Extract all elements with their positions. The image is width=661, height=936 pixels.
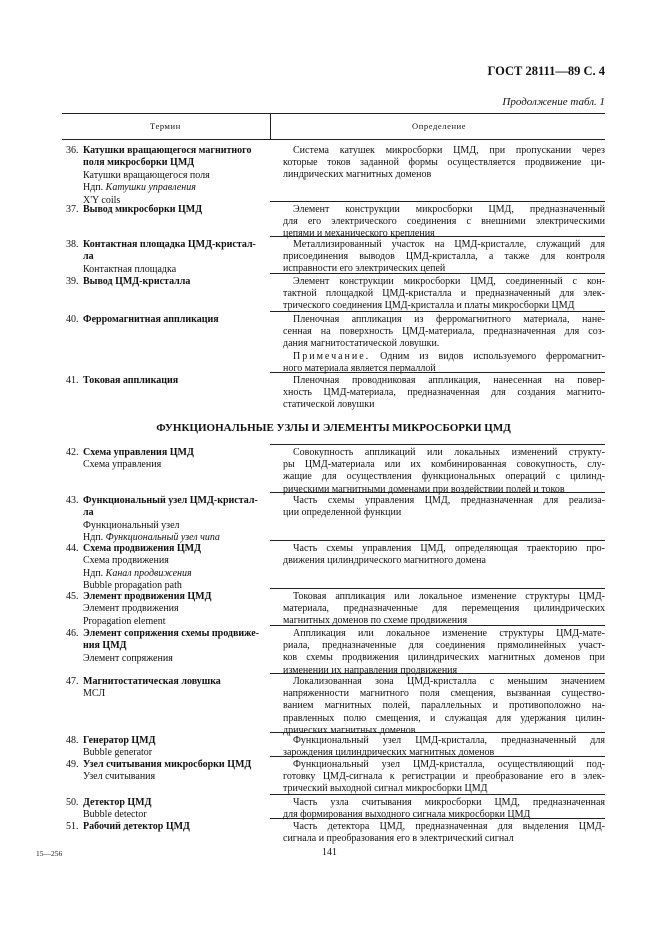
term-line [66, 314, 271, 326]
term-number: 40. [66, 314, 79, 325]
definition-line: дрических магнитных доменов [283, 724, 416, 736]
definition-line: сигнала и преобразования его в электрический сигнал [283, 833, 514, 845]
term-number: 38. [66, 239, 79, 250]
definition-line: зарождения цилиндрических магнитных доменов [283, 747, 495, 759]
definition-line: Металлизированный участок на ЦМД-кристалле, служащий для [293, 239, 605, 250]
row-separator [270, 311, 605, 312]
term-number: 43. [66, 495, 79, 506]
term-line [66, 676, 271, 688]
term-english: X'Y coils [83, 194, 121, 206]
term-cell [66, 543, 271, 593]
definition-line: ванием магнитных полей, параллельных и противоположно на- [283, 700, 605, 712]
definition-line: для его электрического соединения с внешними электрическими [283, 216, 605, 228]
term-title: Вывод ЦМД-кристалла [83, 276, 191, 287]
term-number: 41. [66, 375, 79, 386]
definition-line: Пленочная проводниковая аппликация, нанесенная на повер- [293, 375, 605, 386]
term-title: ла [83, 251, 94, 263]
definition-line: Часть схемы управления ЦМД, предназначенная для реализа- [293, 495, 605, 506]
definition-line: дания магнитостатической ловушки. [283, 338, 440, 350]
definition-line: трический выходной сигнал микросборки ЦМД [283, 783, 488, 795]
term-short-form: Контактная площадка [83, 263, 177, 275]
row-separator [270, 625, 605, 626]
definition-cell [283, 676, 605, 737]
definition-cell [283, 276, 605, 313]
term-number: 36. [66, 145, 79, 156]
term-cell [66, 276, 271, 288]
deprecated-label: Ндп. [83, 567, 106, 579]
definition-line: Локализованная зона ЦМД-кристалла с меньшим значением [293, 676, 605, 687]
note-line [283, 351, 605, 363]
term-short-form: Схема управления [83, 459, 162, 471]
definition-line: Токовая аппликация или локальное изменение структуры ЦМД- [293, 591, 605, 602]
term-cell [66, 676, 271, 701]
definition-line: рическими магнитными доменами при воздействии полей и токов [283, 483, 565, 495]
definition-line: Элемент конструкции микросборки ЦМД, предназначенный [293, 204, 605, 215]
note-label: Примечание. [293, 350, 371, 362]
definition-line: трического соединения ЦМД-кристалла и платы микросборки ЦМД [283, 300, 575, 312]
term-line [66, 375, 271, 387]
term-title: Элемент продвижения ЦМД [83, 591, 212, 602]
term-cell [66, 495, 271, 545]
table-top-rule [62, 113, 605, 114]
row-separator [270, 588, 605, 589]
page-header-title: ГОСТ 28111—89 С. 4 [487, 64, 605, 78]
definition-line: материала, предназначенные для перемещения цилиндрических [283, 603, 605, 615]
term-deprecated [66, 182, 271, 194]
table-header-bottom-rule [62, 139, 605, 140]
row-separator [270, 492, 605, 493]
definition-line: статической ловушки [283, 399, 375, 411]
term-english: Bubble generator [83, 747, 153, 759]
term-title: Токовая аппликация [83, 375, 179, 386]
term-number: 45. [66, 591, 79, 602]
definition-cell [283, 145, 605, 182]
row-separator [270, 818, 605, 819]
term-cell [66, 375, 271, 387]
definition-cell [283, 447, 605, 496]
term-cell [66, 314, 271, 326]
term-short-form: Схема продвижения [83, 555, 169, 567]
term-short-form: Катушки вращающегося поля [83, 169, 210, 181]
term-title: Схема продвижения ЦМД [83, 543, 201, 554]
row-separator [270, 236, 605, 237]
term-title: Катушки вращающегося магнитного [83, 145, 252, 156]
term-title: Элемент сопряжения схемы продвиже- [83, 628, 260, 639]
table-continuation-label: Продолжение табл. 1 [502, 96, 605, 108]
row-separator [270, 794, 605, 795]
definition-line: Элемент конструкции микросборки ЦМД, соединенный с кон- [293, 276, 605, 287]
term-short-form: Функциональный узел [83, 519, 180, 531]
column-header-term: Термин [150, 121, 181, 131]
term-line [66, 821, 271, 833]
row-separator [270, 273, 605, 274]
term-title: Магнитостатическая ловушка [83, 676, 221, 687]
term-title: ния ЦМД [83, 640, 127, 652]
row-separator [270, 756, 605, 757]
term-cell [66, 204, 271, 216]
term-line [66, 591, 271, 603]
term-cell [66, 628, 271, 665]
definition-line: ры ЦМД-материала или их комбинированная совокупность, слу- [283, 459, 605, 471]
definition-line: ции определенной функции [283, 507, 402, 519]
definition-line: присоединения выводов ЦМД-кристалла, а также для контроля [283, 251, 605, 263]
definition-line: которые токов заданной формы осуществляется продвижение ци- [283, 157, 605, 169]
definition-cell [283, 543, 605, 567]
definition-line: движения цилиндрического магнитного домена [283, 555, 486, 567]
term-cell [66, 145, 271, 207]
term-title: Функциональный узел ЦМД-кристал- [83, 495, 258, 506]
term-cell [66, 797, 271, 822]
note-text: Одним из видов используемого ферромагнит- [380, 350, 605, 362]
term-number: 42. [66, 447, 79, 458]
term-number: 37. [66, 204, 79, 215]
row-separator [270, 372, 605, 373]
term-number: 49. [66, 759, 79, 770]
term-line [66, 204, 271, 216]
definition-line: Аппликация или локальное изменение структуры ЦМД-мате- [293, 628, 605, 639]
definition-cell [283, 314, 605, 375]
note-line: ного материала является пермаллой [283, 362, 436, 374]
definition-line: линдрических магнитных доменов [283, 169, 432, 181]
term-cell [66, 735, 271, 760]
definition-line: цепями и механического крепления [283, 228, 435, 240]
definition-line: Система катушек микросборки ЦМД, при пропускании через [293, 145, 605, 156]
term-number: 39. [66, 276, 79, 287]
definition-line: Часть схемы управления ЦМД, определяющая траекторию про- [293, 543, 605, 554]
term-line [66, 543, 271, 555]
term-line [66, 276, 271, 288]
term-line [66, 239, 271, 251]
term-line [66, 507, 271, 519]
term-cell [66, 759, 271, 784]
term-title: поля микросборки ЦМД [83, 157, 195, 169]
term-line [66, 759, 271, 771]
definition-line: готовку ЦМД-сигнала к регистрации и преобразование его в элек- [283, 771, 605, 783]
table-header-divider [270, 113, 271, 139]
term-line [66, 495, 271, 507]
term-title: Схема управления ЦМД [83, 447, 194, 458]
term-line [66, 628, 271, 640]
definition-line: жащие для осуществления функциональных операций с цилинд- [283, 471, 605, 483]
term-line [66, 251, 271, 263]
definition-cell [283, 591, 605, 628]
term-short-form: МСЛ [83, 688, 106, 700]
term-title: Рабочий детектор ЦМД [83, 821, 190, 832]
column-header-definition: Определение [412, 121, 467, 131]
definition-cell [283, 821, 605, 845]
term-number: 51. [66, 821, 79, 832]
definition-line: риала, предназначенные для соединения прямолинейных участ- [283, 640, 605, 652]
definition-line: исправности его электрических цепей [283, 263, 446, 275]
row-separator [270, 673, 605, 674]
term-cell [66, 447, 271, 472]
definition-line: правленных полю смещения, и служащая для удержания цилин- [283, 712, 605, 724]
definition-line: Часть детектора ЦМД, предназначенная для выделения ЦМД- [293, 821, 605, 832]
definition-line: Функциональный узел ЦМД-кристалла, осуществляющий под- [293, 759, 605, 770]
row-separator [270, 444, 605, 445]
deprecated-term: Катушки управления [105, 182, 196, 194]
definition-line: Часть узла считывания микросборки ЦМД, предназначенная [293, 797, 605, 808]
term-short-form: Элемент сопряжения [83, 652, 173, 664]
term-cell [66, 239, 271, 276]
term-english: Bubble detector [83, 809, 147, 821]
deprecated-term: Канал продвижения [105, 567, 192, 579]
term-short-form: Узел считывания [83, 771, 156, 783]
term-number: 50. [66, 797, 79, 808]
row-separator [270, 540, 605, 541]
term-deprecated [66, 568, 271, 580]
definition-cell [283, 495, 605, 519]
definition-cell [283, 628, 605, 677]
footer-print-code: 15—256 [36, 849, 63, 858]
deprecated-label: Ндп. [83, 532, 106, 544]
page-number: 141 [322, 847, 337, 858]
term-line [66, 145, 271, 157]
definition-line: Совокупность аппликаций или локальных изменений структу- [293, 447, 605, 458]
term-title: Вывод микросборки ЦМД [83, 204, 203, 215]
deprecated-term: Функциональный узел чипа [105, 532, 220, 544]
term-title: Генератор ЦМД [83, 735, 156, 746]
term-english: Propagation element [83, 615, 166, 627]
row-separator [270, 201, 605, 202]
term-english: Bubble propagation path [83, 580, 182, 592]
term-title: Узел считывания микросборки ЦМД [83, 759, 252, 770]
definition-cell [283, 375, 605, 412]
term-line [66, 640, 271, 652]
term-line [66, 447, 271, 459]
term-cell [66, 591, 271, 628]
term-number: 47. [66, 676, 79, 687]
definition-line: сенная на поверхность ЦМД-материала, предназначенная для соз- [283, 326, 605, 338]
definition-line: магнитных доменов по схеме продвижения [283, 615, 468, 627]
section-title: ФУНКЦИОНАЛЬНЫЕ УЗЛЫ И ЭЛЕМЕНТЫ МИКРОСБОРКИ ЦМД [156, 422, 511, 434]
definition-line: ков схемы продвижения цилиндрических магнитных доменов при [283, 652, 605, 664]
definition-cell [283, 239, 605, 276]
definition-line: для формирования выходного сигнала микросборки ЦМД [283, 809, 531, 821]
row-separator [270, 732, 605, 733]
term-line [66, 157, 271, 169]
deprecated-label: Ндп. [83, 182, 106, 194]
term-title: Контактная площадка ЦМД-кристал- [83, 239, 256, 250]
definition-line: тактной площадкой ЦМД-кристалла и предназначенный для элек- [283, 288, 605, 300]
term-number: 46. [66, 628, 79, 639]
term-short-form: Элемент продвижения [83, 603, 179, 615]
term-line [66, 735, 271, 747]
term-number: 44. [66, 543, 79, 554]
definition-line: Пленочная аппликация из ферромагнитного материала, нане- [293, 314, 605, 325]
term-number: 48. [66, 735, 79, 746]
term-cell [66, 821, 271, 833]
term-title: ла [83, 507, 94, 519]
definition-line: изменении их направления продвижения [283, 664, 458, 676]
term-title: Детектор ЦМД [83, 797, 152, 808]
definition-line: хность ЦМД-материала, предназначенная для создания магнито- [283, 387, 605, 399]
term-title: Ферромагнитная аппликация [83, 314, 219, 325]
term-line [66, 797, 271, 809]
definition-cell [283, 759, 605, 796]
definition-line: напряженности магнитного поля смещения, вызванная существо- [283, 688, 605, 700]
definition-line: Функциональный узел ЦМД-кристалла, предназначенный для [293, 735, 605, 746]
